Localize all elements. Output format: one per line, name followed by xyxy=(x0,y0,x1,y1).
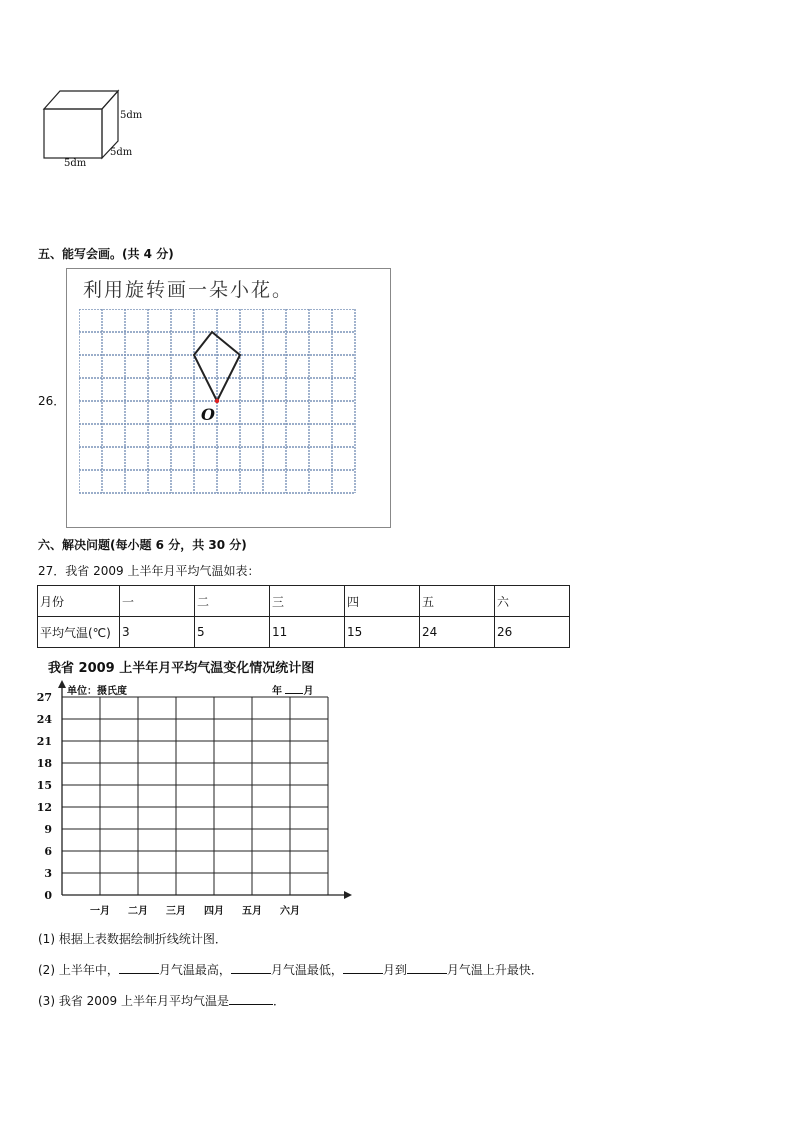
answer-blank[interactable] xyxy=(231,961,271,974)
y-tick-label: 9 xyxy=(44,823,52,836)
rotation-drawing-frame xyxy=(66,268,391,528)
subquestion-2 xyxy=(38,961,543,978)
sub2-part: 月到 xyxy=(382,963,407,977)
sub2-part: 月气温最高， xyxy=(158,963,231,977)
cube-figure xyxy=(38,85,158,175)
x-axis-arrow xyxy=(344,891,352,899)
answer-blank[interactable] xyxy=(229,992,273,1005)
x-tick-label: 一月 xyxy=(90,906,110,917)
table-cell: 五 xyxy=(420,586,495,617)
table-row-temperatures xyxy=(38,617,570,648)
section6-heading: 六、解决问题(每小题 6 分，共 30 分) xyxy=(38,538,247,552)
table-cell: 月份 xyxy=(38,586,120,617)
subquestion-1: (1) 根据上表数据绘制折线统计图． xyxy=(38,932,227,946)
table-cell: 11 xyxy=(270,617,345,648)
table-cell: 15 xyxy=(345,617,420,648)
chart-unit-label: 单位：摄氏度 xyxy=(67,686,127,697)
section5-heading: 五、能写会画。(共 4 分) xyxy=(38,247,174,261)
sub2-part: (2) 上半年中， xyxy=(38,963,119,977)
y-tick-label: 24 xyxy=(36,713,52,726)
y-tick-label: 0 xyxy=(44,889,52,902)
sub3-part: ． xyxy=(272,994,285,1008)
answer-blank[interactable] xyxy=(343,961,383,974)
chart-date-year: 年 xyxy=(272,686,282,697)
y-tick-label: 12 xyxy=(36,801,52,814)
y-tick-label: 6 xyxy=(44,845,52,858)
cube-depth-label: 5dm xyxy=(110,147,133,158)
y-tick-label: 21 xyxy=(36,735,52,748)
y-axis-arrow xyxy=(58,680,66,688)
y-tick-label: 15 xyxy=(36,779,52,792)
table-cell: 二 xyxy=(195,586,270,617)
rotation-point-label: O xyxy=(201,405,215,424)
table-cell: 5 xyxy=(195,617,270,648)
x-tick-label: 五月 xyxy=(242,906,262,917)
table-cell: 26 xyxy=(495,617,570,648)
x-tick-label: 二月 xyxy=(128,906,148,917)
line-chart xyxy=(30,680,370,920)
chart-title: 我省 2009 上半年月平均气温变化情况统计图 xyxy=(48,661,315,676)
y-tick-label: 27 xyxy=(36,691,52,704)
table-cell: 3 xyxy=(120,617,195,648)
rotation-point xyxy=(215,399,219,403)
sub3-part: (3) 我省 2009 上半年月平均气温是 xyxy=(38,994,229,1008)
table-cell: 三 xyxy=(270,586,345,617)
answer-blank[interactable] xyxy=(407,961,447,974)
answer-blank[interactable] xyxy=(119,961,159,974)
cube-width-label: 5dm xyxy=(64,158,87,169)
question-27-intro: 27．我省 2009 上半年月平均气温如表： xyxy=(38,564,260,578)
x-tick-label: 四月 xyxy=(204,906,224,917)
rotation-title: 利用旋转画一朵小花。 xyxy=(83,279,294,301)
y-tick-label: 18 xyxy=(36,757,52,770)
y-tick-label: 3 xyxy=(44,867,52,880)
x-tick-label: 三月 xyxy=(166,906,186,917)
table-cell: 24 xyxy=(420,617,495,648)
table-cell: 平均气温(℃) xyxy=(38,617,120,648)
table-cell: 一 xyxy=(120,586,195,617)
cube-height-label: 5dm xyxy=(120,110,143,121)
x-tick-label: 六月 xyxy=(280,906,300,917)
temperature-table xyxy=(37,585,570,648)
sub2-part: 月气温最低， xyxy=(270,963,343,977)
question-26-number: 26． xyxy=(38,394,66,408)
chart-date-month: 月 xyxy=(303,686,314,697)
table-cell: 四 xyxy=(345,586,420,617)
subquestion-3 xyxy=(38,992,285,1009)
table-row-months xyxy=(38,586,570,617)
table-cell: 六 xyxy=(495,586,570,617)
sub2-part: 月气温上升最快． xyxy=(446,963,543,977)
drawing-grid xyxy=(79,309,359,509)
